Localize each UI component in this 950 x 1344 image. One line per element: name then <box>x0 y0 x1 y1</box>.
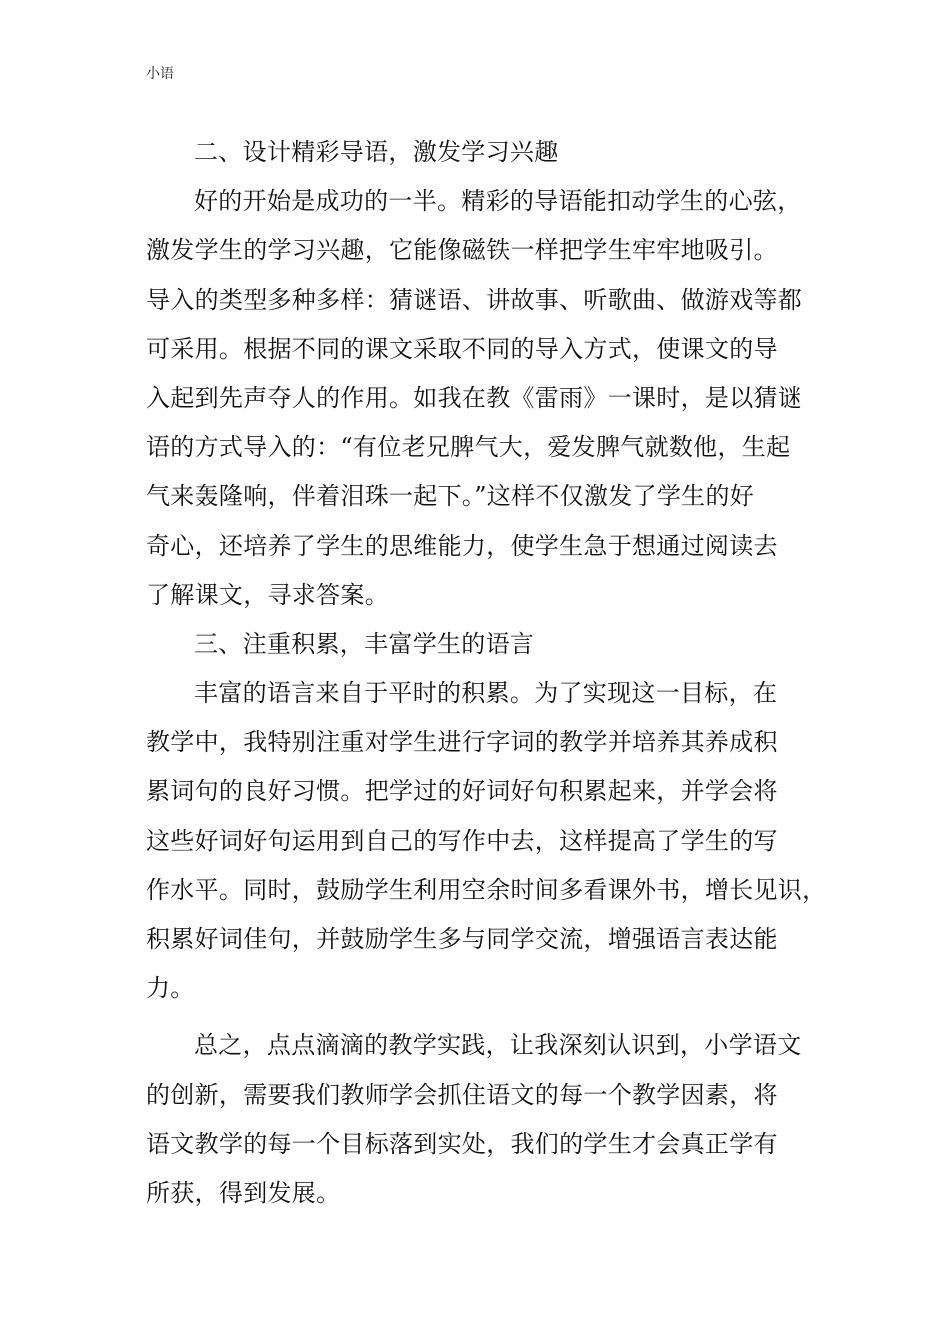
text-line: 这些好词好句运用到自己的写作中去，这样提高了学生的写 <box>146 826 778 855</box>
text-line: 可采用。根据不同的课文采取不同的导入方式，使课文的导 <box>146 334 778 363</box>
text-line: 气来轰隆响，伴着泪珠一起下。”这样不仅激发了学生的好 <box>146 482 755 511</box>
text-line: 的创新，需要我们教师学会抓住语文的每一个教学因素，将 <box>146 1080 778 1109</box>
text-line: 教学中，我特别注重对学生进行字词的教学并培养其养成积 <box>146 728 778 757</box>
text-line: 总之，点点滴滴的教学实践，让我深刻认识到，小学语文 <box>194 1031 802 1060</box>
text-line: 奇心，还培养了学生的思维能力，使学生急于想通过阅读去 <box>146 531 778 560</box>
text-line: 入起到先声夺人的作用。如我在教《雷雨》一课时，是以猜谜 <box>146 383 803 412</box>
text-line: 力。 <box>146 974 195 1003</box>
document-body <box>146 128 826 1218</box>
text-line: 激发学生的学习兴趣，它能像磁铁一样把学生牢牢地吸引。 <box>146 236 778 265</box>
page-header: 小语 <box>146 66 174 82</box>
text-line: 作水平。同时，鼓励学生利用空余时间多看课外书，增长见识， <box>146 875 827 904</box>
text-line: 导入的类型多种多样：猜谜语、讲故事、听歌曲、做游戏等都 <box>146 285 803 314</box>
text-line: 语文教学的每一个目标落到实处，我们的学生才会真正学有 <box>146 1129 778 1158</box>
text-line: 好的开始是成功的一半。精彩的导语能扣动学生的心弦， <box>194 187 802 216</box>
text-line: 丰富的语言来自于平时的积累。为了实现这一目标，在 <box>194 679 778 708</box>
text-line: 累词句的良好习惯。把学过的好词好句积累起来，并学会将 <box>146 777 778 806</box>
text-line: 语的方式导入的：“有位老兄脾气大，爱发脾气就数他，生起 <box>146 433 791 462</box>
text-line: 二、设计精彩导语，激发学习兴趣 <box>194 138 559 166</box>
paragraph-gap <box>146 1013 826 1021</box>
text-line: 积累好词佳句，并鼓励学生多与同学交流，增强语言表达能 <box>146 925 778 953</box>
text-line: 了解课文，寻求答案。 <box>146 580 389 609</box>
text-line: 三、注重积累，丰富学生的语言 <box>194 629 535 658</box>
text-line: 所获，得到发展。 <box>146 1178 341 1207</box>
